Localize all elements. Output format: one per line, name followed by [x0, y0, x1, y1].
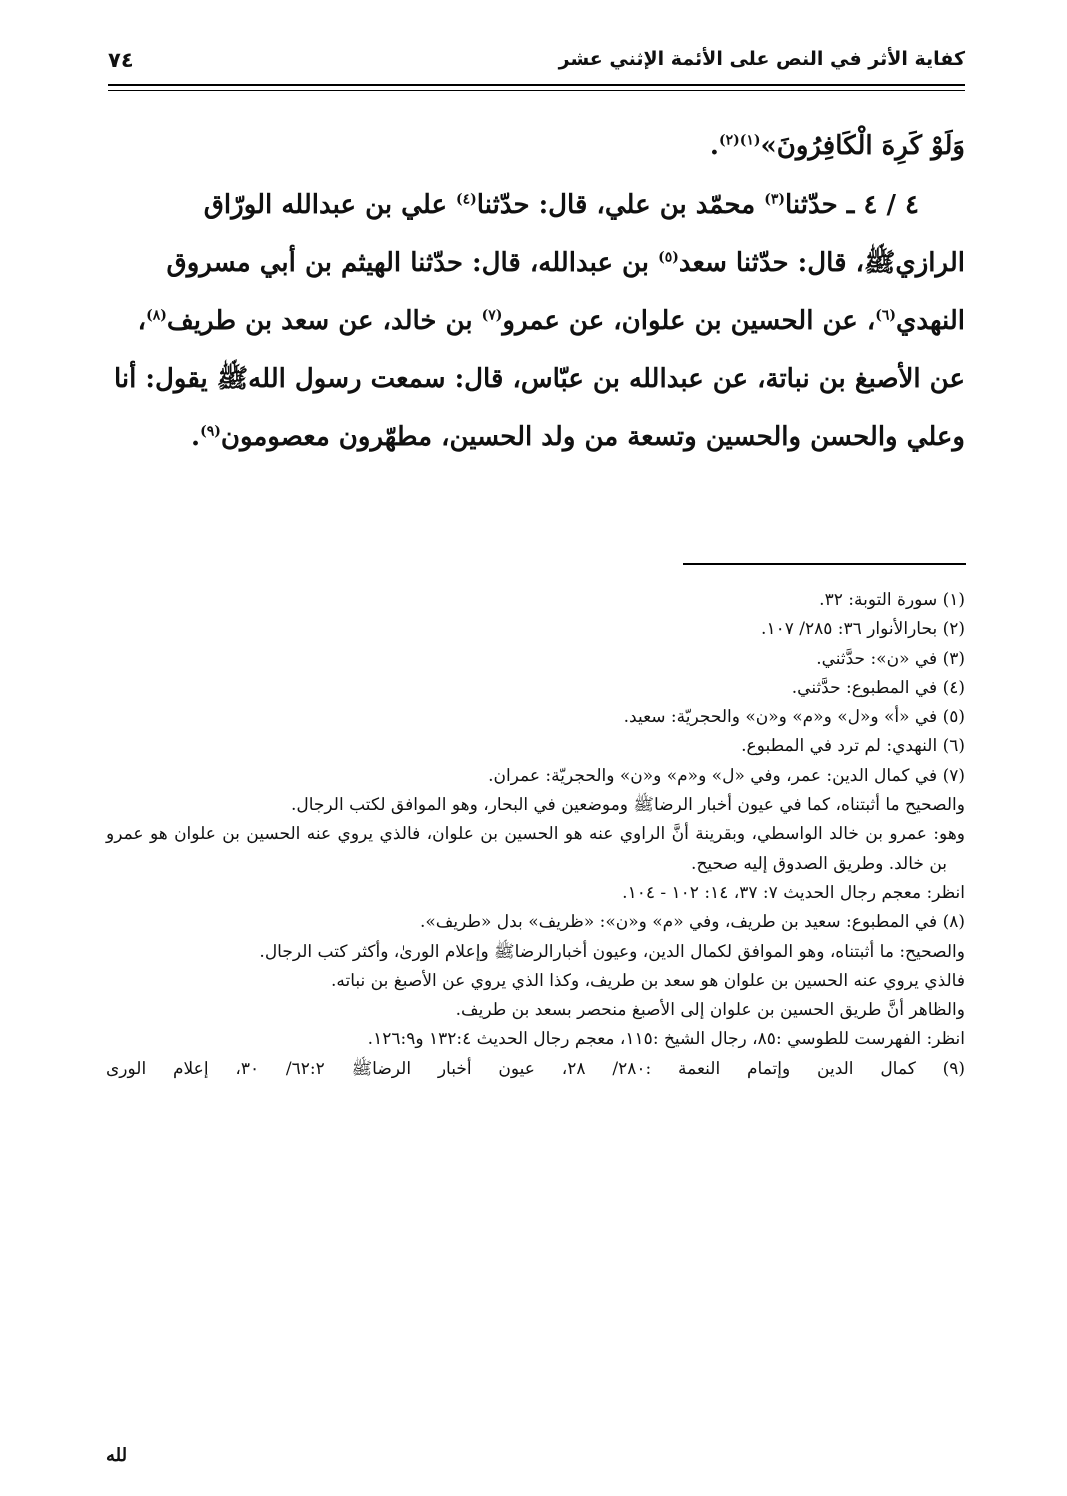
footnote-ref: (٣) [764, 191, 785, 208]
footnote-4: (٤) في المطبوع: حدَّثني. [791, 677, 965, 698]
footnote-ref: (٤) [456, 191, 477, 208]
footnote-5: (٥) في «أ» و«ل» و«م» و«ن» والحجريّة: سعيد. [623, 707, 965, 728]
footnote-ref: (٦) [875, 307, 897, 324]
footnotes [106, 586, 965, 1084]
footnote-8-continuation: فالذي يروي عنه الحسين بن علوان هو سعد بن طريف، وكذا الذي يروي عن الأصبغ بن نباته. [330, 970, 965, 991]
footnote-1: (١) سورة التوبة: ٣٢. [819, 590, 965, 610]
hadith-text: . [191, 422, 201, 452]
footnote-ref: (٧) [481, 307, 503, 324]
header-rule-thick [108, 84, 965, 86]
footnote-2: (٢) بحارالأنوار ٣٦: ٢٨٥/ ١٠٧. [761, 619, 965, 640]
footnote-8: (٨) في المطبوع: سعيد بن طريف، وفي «م» و«ن»: «ظريف» بدل «طريف». [419, 912, 965, 933]
hadith-text: بن عبدالله، قال: حدّثنا الهيثم بن أبي مسروق النهدي [166, 248, 965, 336]
main-text [106, 126, 965, 466]
footnote-ref: (٩) [200, 423, 221, 440]
running-header [108, 48, 965, 74]
footnote-7: (٧) في كمال الدين: عمر، وفي «ل» و«م» و«ن» والحجريّة: عمران. [488, 765, 965, 786]
footnote-ref: (٨) [146, 307, 167, 324]
hadith-text: ، عن الحسين بن علوان، عن عمرو [502, 306, 876, 336]
quran-period: . [709, 131, 719, 161]
quran-verse-ending [106, 126, 965, 166]
footnote-8-continuation: والصحيح: ما أثبتناه، وهو الموافق لكمال الدين، وعيون أخبارالرضاﷺ وإعلام الورىٰ، وأكثر كتب الرجال. [259, 941, 965, 962]
hadith-text: ٤ / ٤ ـ حدّثنا [785, 190, 919, 220]
hadith-text: محمّد بن علي، قال: حدّثنا [476, 190, 765, 220]
footnote-8-continuation: انظر: الفهرست للطوسي :٨٥، رجال الشيخ :١١٥، معجم رجال الحديث ١٣٢:٤ و١٢٦:٩. [367, 1029, 965, 1050]
footnote-separator [683, 563, 966, 565]
header-rule-thin [108, 90, 965, 91]
hadith-text: ، عن الأصبغ بن نباتة، عن عبدالله بن عبّاس، قال: سمعت رسول اللهﷺ يقول: أنا وعلي والحسن والحسين وتسعة من ولد الحسين، مطهّرون معصومون [113, 306, 965, 452]
catchword: لله [106, 1445, 128, 1466]
book-title: كفاية الأثر في النص على الأئمة الإثني عشر [558, 48, 965, 70]
hadith-text: بن خالد، عن سعد بن طريف [166, 306, 482, 336]
footnote-3: (٣) في «ن»: حدَّثني. [816, 648, 965, 669]
quran-text: وَلَوْ كَرِهَ الْكَافِرُونَ» [760, 131, 965, 161]
footnote-7-continuation: والصحيح ما أثبتناه، كما في عيون أخبار الرضاﷺ وموضعين في البحار، وهو الموافق لكتب الرجال. [290, 795, 965, 816]
footnote-6: (٦) النهدي: لم ترد في المطبوع. [741, 736, 965, 757]
footnote-9: (٩) كمال الدين وإتمام النعمة :٢٨٠/ ٢٨، عيون أخبار الرضاﷺ ٦٢:٢/ ٣٠، إعلام الورى [106, 1058, 966, 1079]
hadith-text: علي بن عبدالله الورّاق الرازيﷺ، قال: حدّثنا سعد [203, 190, 965, 278]
footnote-ref: (١)(٢) [718, 132, 761, 149]
footnote-8-continuation: والظاهر أنَّ طريق الحسين بن علوان إلى الأصبغ منحصر بسعد بن طريف. [455, 1000, 965, 1021]
page-number: ٧٤ [108, 48, 134, 72]
footnote-7-continuation: انظر: معجم رجال الحديث ٧: ٣٧، ١٤: ١٠٢ - ١٠٤. [622, 882, 965, 903]
footnote-7-continuation: وهو: عمرو بن خالد الواسطي، وبقرينة أنَّ الراوي عنه هو الحسين بن علوان، فالذي يروي عنه الحسين بن علوان هو عمرو بن خالد. وطريق الصدوق إليه صحيح. [106, 824, 965, 874]
footnote-ref: (٥) [658, 249, 679, 266]
hadith-paragraph [106, 176, 965, 466]
